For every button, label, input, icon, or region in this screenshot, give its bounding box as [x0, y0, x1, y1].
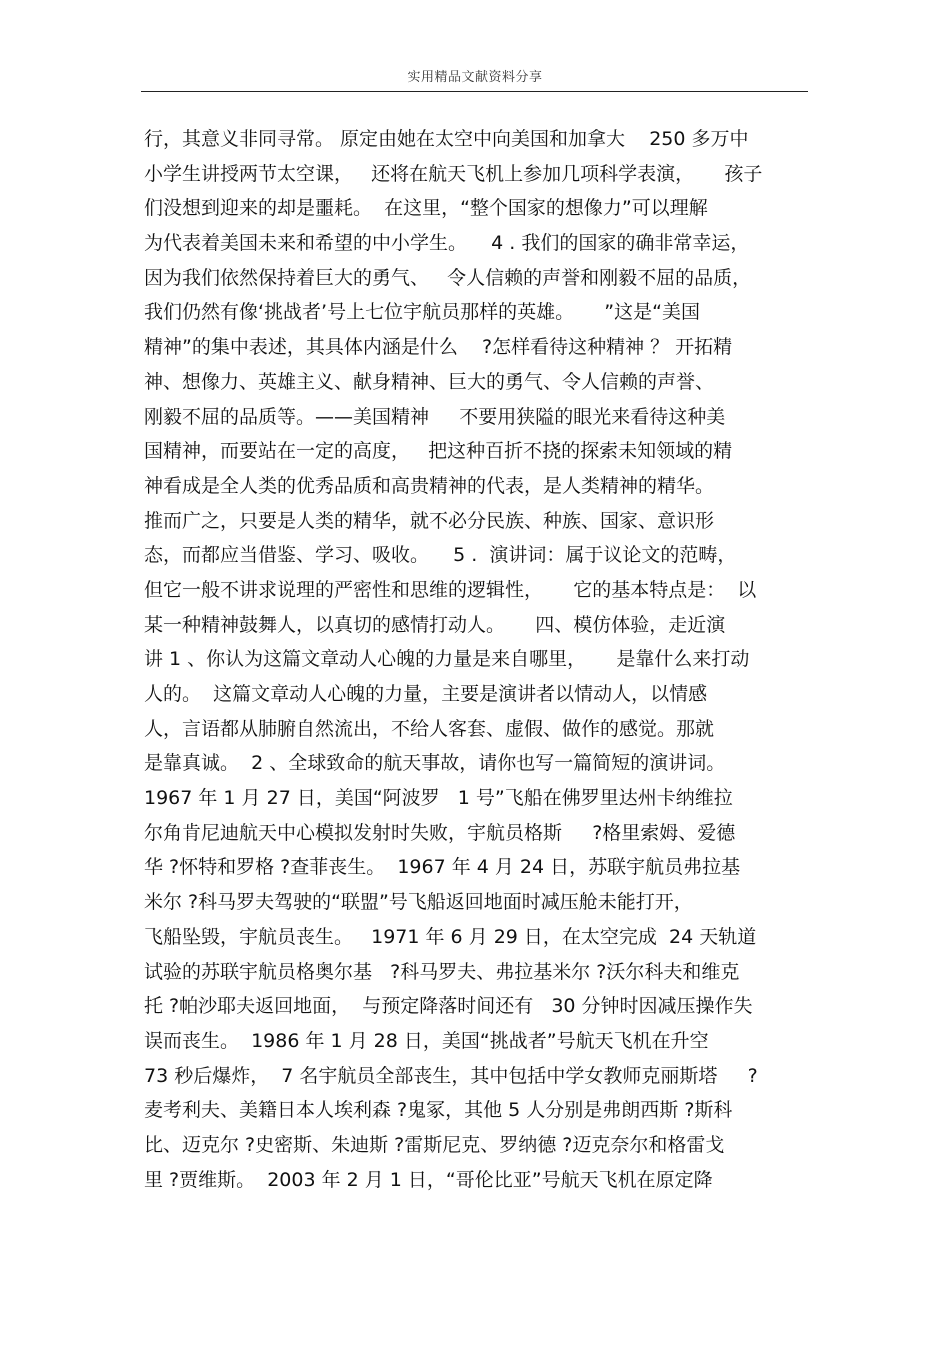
text-line: 小学生讲授两节太空课， 还将在航天飞机上参加几项科学表演， 孩子	[144, 162, 763, 185]
text-line: 里 ?贾维斯。 2003 年 2 月 1 日，“哥伦比亚”号航天飞机在原定降	[144, 1168, 713, 1191]
header-divider	[141, 91, 808, 92]
text-line: 是靠真诚。 2 、全球致命的航天事故，请你也写一篇简短的演讲词。	[144, 752, 726, 775]
text-line: 73 秒后爆炸， 7 名宇航员全部丧生，其中包括中学女教师克丽斯塔 ?	[144, 1064, 758, 1087]
text-line: 刚毅不屈的品质等。——美国精神 不要用狭隘的眼光来看待这种美	[144, 405, 726, 428]
text-line: 推而广之，只要是人类的精华，就不必分民族、种族、国家、意识形	[144, 509, 715, 532]
text-line: 国精神，而要站在一定的高度， 把这种百折不挠的探索未知领域的精	[144, 440, 733, 463]
text-line: 我们仍然有像‘挑战者’号上七位宇航员那样的英雄。 ”这是“美国	[144, 301, 700, 324]
text-line: 因为我们依然保持着巨大的勇气、 令人信赖的声誉和刚毅不屈的品质，	[144, 266, 752, 289]
text-line: 们没想到迎来的却是噩耗。 在这里，“整个国家的想像力”可以理解	[144, 197, 708, 220]
text-line: 神、想像力、英雄主义、献身精神、巨大的勇气、令人信赖的声誉、	[144, 370, 715, 393]
text-line: 某一种精神鼓舞人，以真切的感情打动人。 四、模仿体验，走近演	[144, 613, 726, 636]
text-line: 比、迈克尔 ?史密斯、朱迪斯 ?雷斯尼克、罗纳德 ?迈克奈尔和格雷戈	[144, 1133, 725, 1156]
text-line: 人的。 这篇文章动人心魄的力量，主要是演讲者以情动人，以情感	[144, 683, 708, 705]
text-line: 但它一般不讲求说理的严密性和思维的逻辑性， 它的基本特点是： 以	[144, 578, 757, 601]
text-line: 尔角肯尼迪航天中心模拟发射时失败，宇航员格斯 ?格里索姆、爱德	[144, 821, 736, 844]
text-line: 为代表着美国未来和希望的中小学生。 4 . 我们的国家的确非常幸运，	[144, 232, 750, 255]
text-line: 米尔 ?科马罗夫驾驶的“联盟”号飞船返回地面时减压舱未能打开，	[144, 891, 693, 914]
document-body	[144, 122, 816, 1197]
text-line: 神看成是全人类的优秀品质和高贵精神的代表，是人类精神的精华。	[144, 474, 715, 497]
text-line: 人，言语都从肺腑自然流出，不给人客套、虚假、做作的感觉。那就	[144, 717, 715, 740]
text-line: 态，而都应当借鉴、学习、吸收。 5 . 演讲词：属于议论文的范畴，	[144, 544, 737, 567]
text-line: 精神”的集中表述，其具体内涵是什么 ?怎样看待这种精神 ？ 开拓精	[144, 336, 733, 359]
text-line: 1967 年 1 月 27 日，美国“阿波罗 1 号”飞船在佛罗里达州卡纳维拉	[144, 787, 733, 810]
text-line: 讲 1 、你认为这篇文章动人心魄的力量是来自哪里， 是靠什么来打动	[144, 648, 750, 671]
text-line: 行，其意义非同寻常。 原定由她在太空中向美国和加拿大 250 多万中	[144, 128, 749, 150]
text-line: 麦考利夫、美籍日本人埃利森 ?鬼冢，其他 5 人分别是弗朗西斯 ?斯科	[144, 1099, 733, 1122]
page-header: 实用精品文献资料分享	[407, 70, 543, 85]
text-line: 误而丧生。 1986 年 1 月 28 日，美国“挑战者”号航天飞机在升空	[144, 1029, 709, 1052]
text-line: 托 ?帕沙耶夫返回地面， 与预定降落时间还有 30 分钟时因减压操作失	[144, 995, 753, 1018]
text-line: 试验的苏联宇航员格奥尔基 ?科马罗夫、弗拉基米尔 ?沃尔科夫和维克	[144, 960, 740, 983]
text-line: 飞船坠毁，宇航员丧生。 1971 年 6 月 29 日，在太空完成 24 天轨道	[144, 925, 757, 948]
text-line: 华 ?怀特和罗格 ?查菲丧生。 1967 年 4 月 24 日，苏联宇航员弗拉基	[144, 856, 741, 879]
